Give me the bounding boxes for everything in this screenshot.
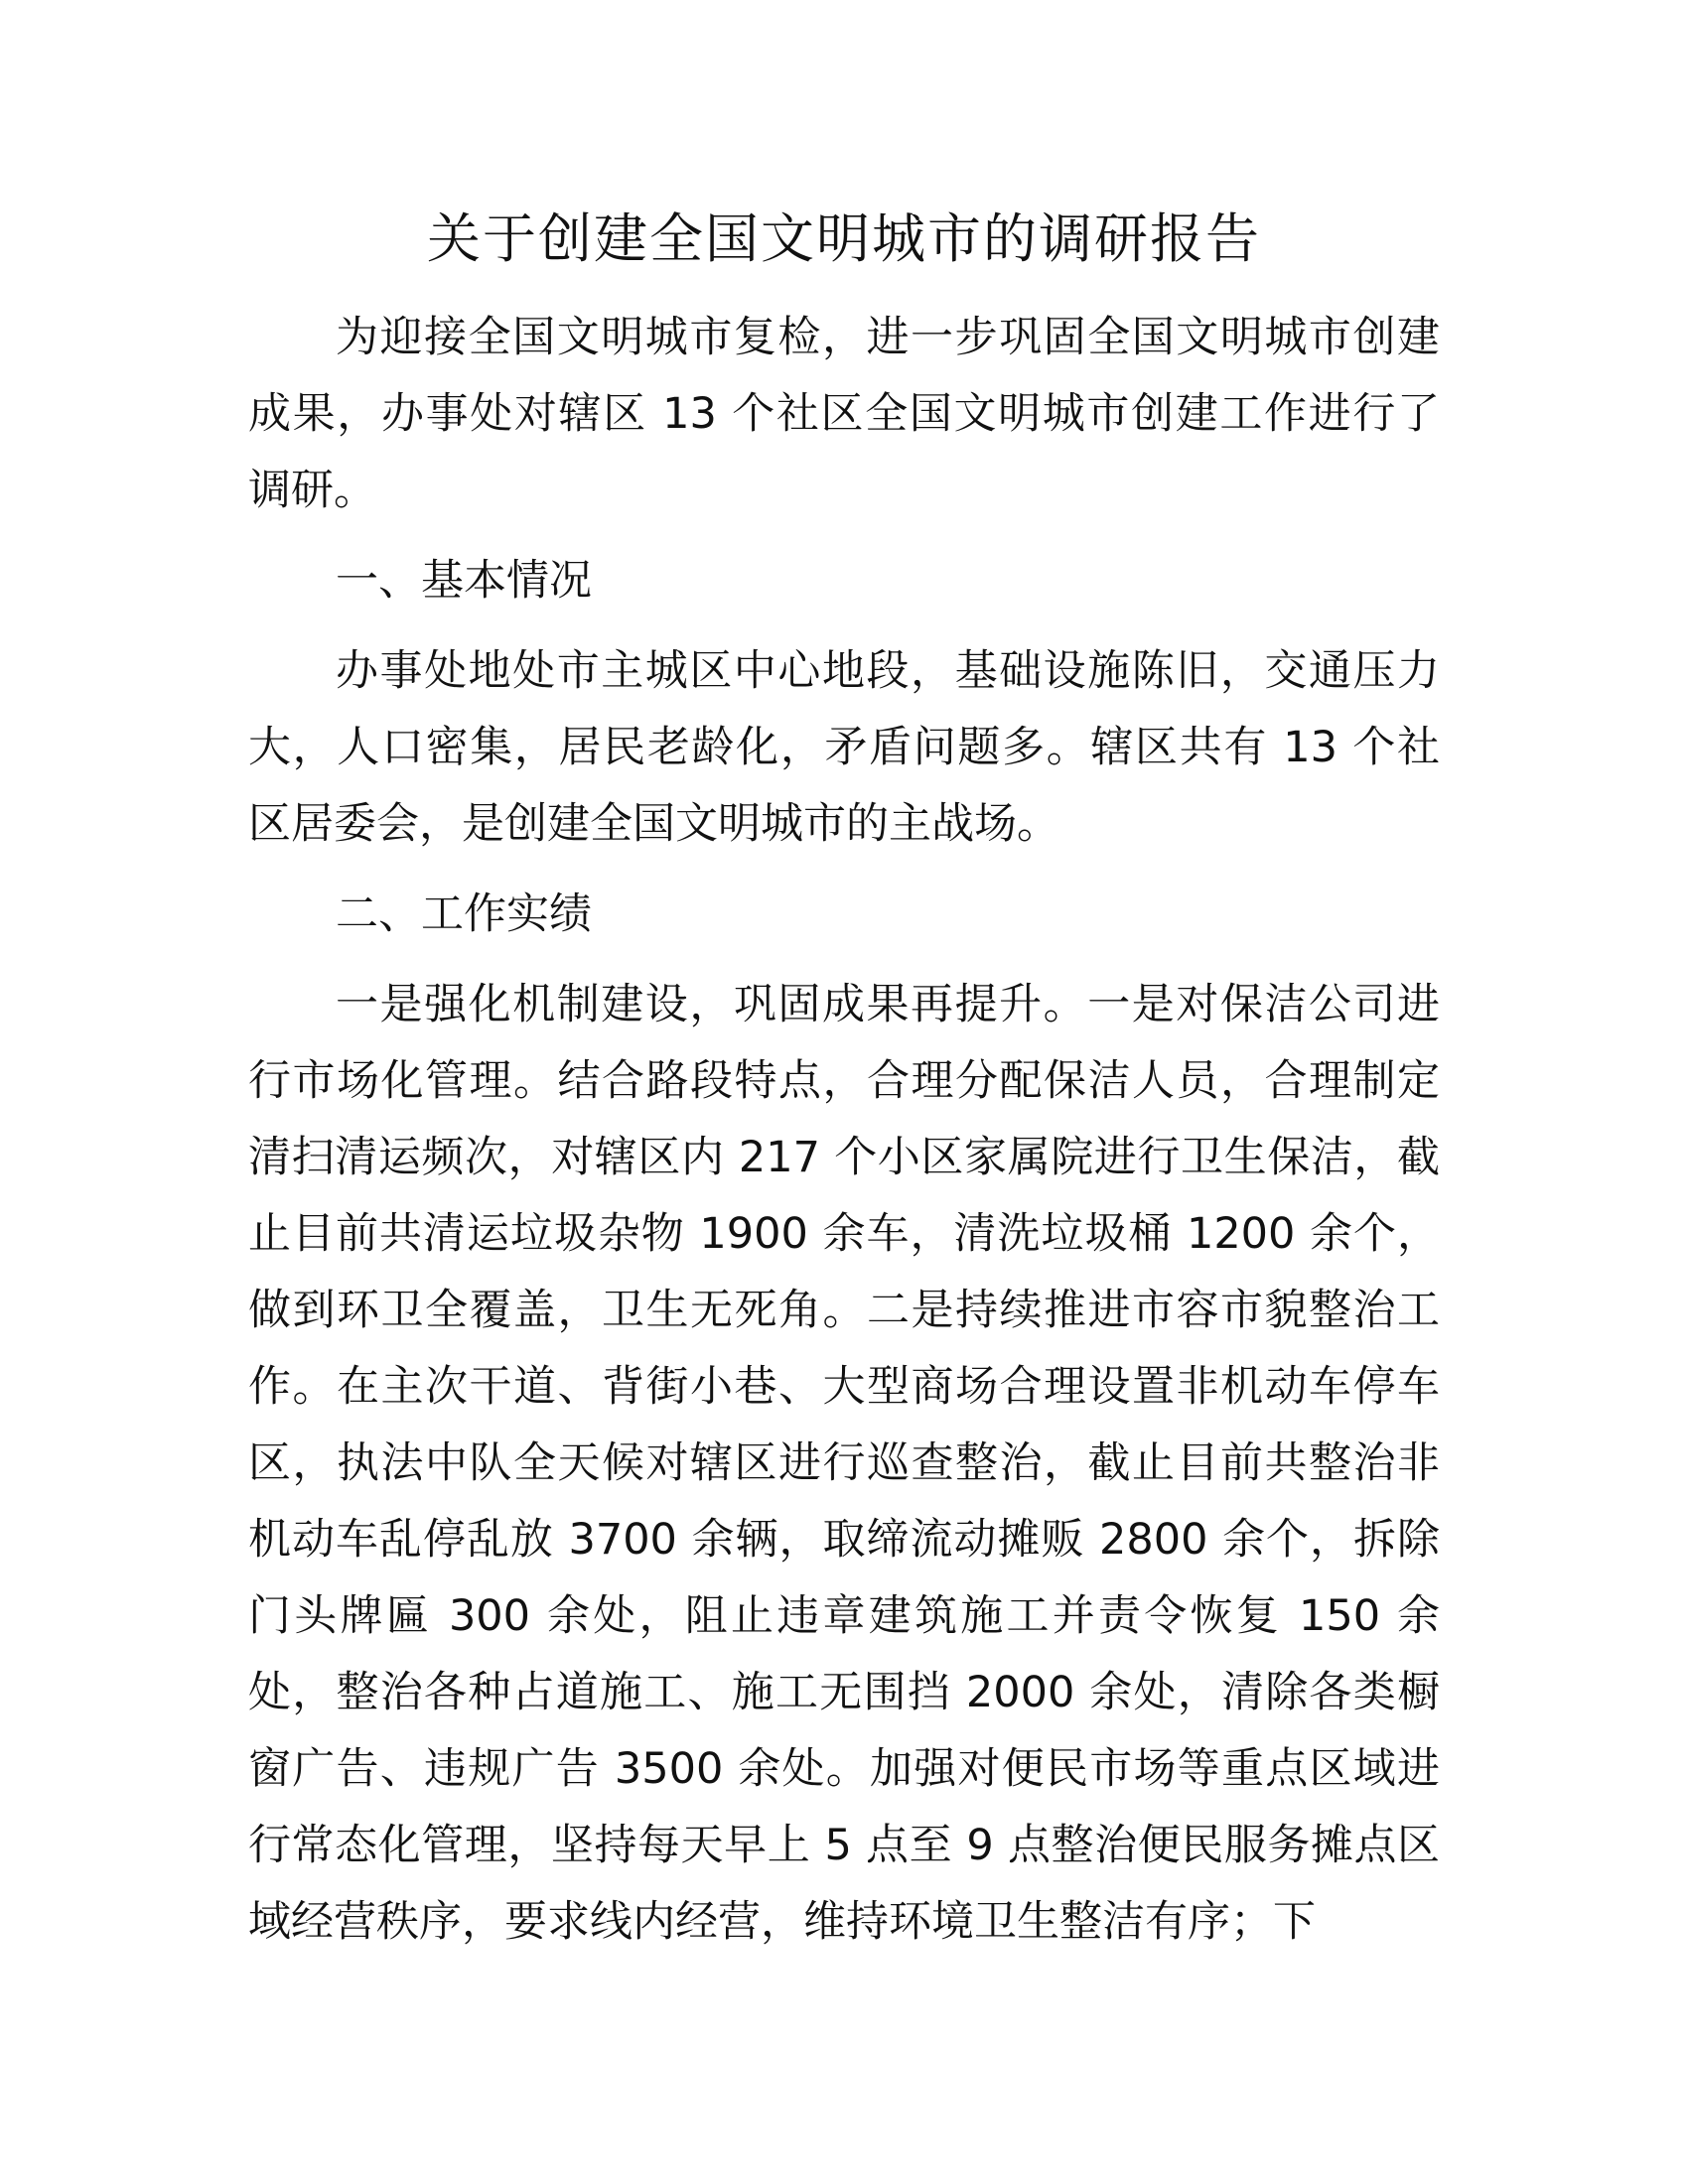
document-body	[248, 300, 1440, 1961]
paragraph-intro: 为迎接全国文明城市复检，进一步巩固全国文明城市创建成果，办事处对辖区 13 个社区全国文明城市创建工作进行了调研。	[248, 313, 1440, 515]
section-heading-basic-situation: 一、基本情况	[336, 556, 592, 606]
paragraph-basic-situation: 办事处地处市主城区中心地段，基础设施陈旧，交通压力大，人口密集，居民老龄化，矛盾问题多。辖区共有 13 个社区居委会，是创建全国文明城市的主战场。	[248, 646, 1440, 849]
section-heading-work-results: 二、工作实绩	[336, 889, 592, 939]
document-title: 关于创建全国文明城市的调研报告	[427, 207, 1261, 270]
paragraph-work-results: 一是强化机制建设，巩固成果再提升。一是对保洁公司进行市场化管理。结合路段特点，合理分配保洁人员，合理制定清扫清运频次，对辖区内 217 个小区家属院进行卫生保洁，截止目前共清运垃圾杂物 1900 余车，清洗垃圾桶 1200 余个，做到环卫全覆盖，卫生无死角。二是持续推进市容市貌整治工作。在主次干道、背街小巷、大型商场合理设置非机动车停车区，执法中队全天候对辖区进行巡查整治，截止目前共整治非机动车乱停乱放 3700 余辆，取缔流动摊贩 2800 余个，拆除门头牌匾 300 余处，阻止违章建筑施工并责令恢复 150 余处，整治各种占道施工、施工无围挡 2000 余处，清除各类橱窗广告、违规广告 3500 余处。加强对便民市场等重点区域进行常态化管理，坚持每天早上 5 点至 9 点整治便民服务摊点区域经营秩序，要求线内经营，维持环境卫生整洁有序；下	[248, 980, 1440, 1947]
